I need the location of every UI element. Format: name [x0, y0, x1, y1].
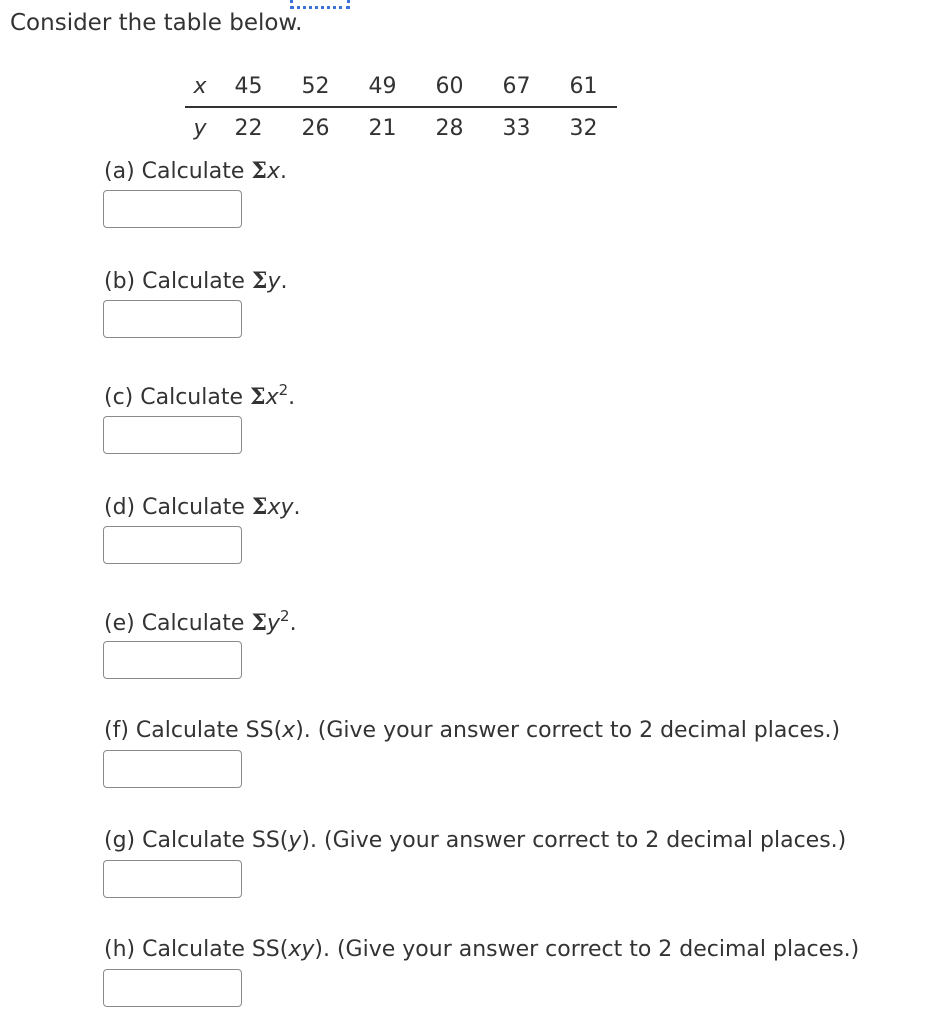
question-a-var: x [266, 159, 280, 184]
question-a [104, 158, 287, 184]
sigma-symbol: Σ [251, 610, 267, 636]
table-row-y [185, 107, 617, 148]
answer-c-input[interactable] [103, 416, 242, 454]
question-e-exponent: 2 [280, 607, 290, 625]
y-value: 26 [301, 115, 330, 141]
x-value: 61 [550, 66, 617, 107]
sigma-symbol: Σ [251, 494, 268, 520]
answer-f-input[interactable] [103, 750, 242, 788]
question-a-suffix: . [279, 159, 287, 184]
question-h [104, 937, 859, 962]
x-value: 60 [416, 66, 483, 107]
question-d [104, 494, 300, 520]
question-f [104, 718, 840, 743]
question-c-prefix: (c) Calculate [104, 385, 250, 410]
question-f-prefix: (f) Calculate SS( [104, 718, 283, 743]
sigma-symbol: Σ [251, 268, 268, 294]
x-value: 45 [215, 66, 282, 107]
question-g-var: y [288, 828, 302, 853]
x-value: 49 [349, 66, 416, 107]
answer-h-input[interactable] [103, 969, 242, 1007]
question-d-var: xy [267, 495, 294, 520]
answer-d-input[interactable] [103, 526, 242, 564]
question-e-var: y [267, 611, 281, 636]
x-value: 67 [483, 66, 550, 107]
dotted-focus-marker [290, 0, 350, 9]
question-e-prefix: (e) Calculate [104, 611, 252, 636]
question-g-prefix: (g) Calculate SS( [104, 828, 289, 853]
question-b [104, 268, 287, 294]
x-label: x [185, 66, 215, 107]
question-d-prefix: (d) Calculate [104, 495, 252, 520]
question-h-prefix: (h) Calculate SS( [104, 937, 289, 962]
question-h-var: xy [288, 937, 315, 962]
answer-g-input[interactable] [103, 860, 242, 898]
y-value: 28 [435, 115, 464, 141]
question-b-prefix: (b) Calculate [104, 269, 252, 294]
question-f-suffix: ). (Give your answer correct to 2 decimal places.) [295, 718, 841, 743]
question-f-var: x [282, 718, 296, 743]
x-value: 52 [282, 66, 349, 107]
table-row-x [185, 66, 617, 107]
question-e-suffix: . [289, 611, 297, 636]
question-c-exponent: 2 [278, 381, 289, 399]
question-d-suffix: . [293, 495, 301, 520]
question-c-suffix: . [288, 385, 296, 410]
data-table [185, 66, 617, 148]
question-g [104, 828, 846, 853]
y-label: y [193, 115, 207, 141]
question-c-var: x [265, 385, 279, 410]
sigma-symbol: Σ [250, 384, 266, 410]
answer-b-input[interactable] [103, 300, 242, 338]
question-a-prefix: (a) Calculate [104, 159, 252, 184]
question-b-var: y [267, 269, 281, 294]
sigma-symbol: Σ [251, 158, 267, 184]
y-value: 21 [368, 115, 397, 141]
question-c [104, 381, 296, 410]
answer-a-input[interactable] [103, 190, 242, 228]
question-h-suffix: ). (Give your answer correct to 2 decimal places.) [314, 937, 860, 962]
question-b-suffix: . [280, 269, 288, 294]
answer-e-input[interactable] [103, 641, 242, 679]
question-g-suffix: ). (Give your answer correct to 2 decimal places.) [301, 828, 847, 853]
y-value: 33 [502, 115, 531, 141]
y-value: 32 [569, 115, 598, 141]
y-value: 22 [234, 115, 263, 141]
question-e [104, 607, 297, 636]
intro-text: Consider the table below. [10, 10, 303, 36]
